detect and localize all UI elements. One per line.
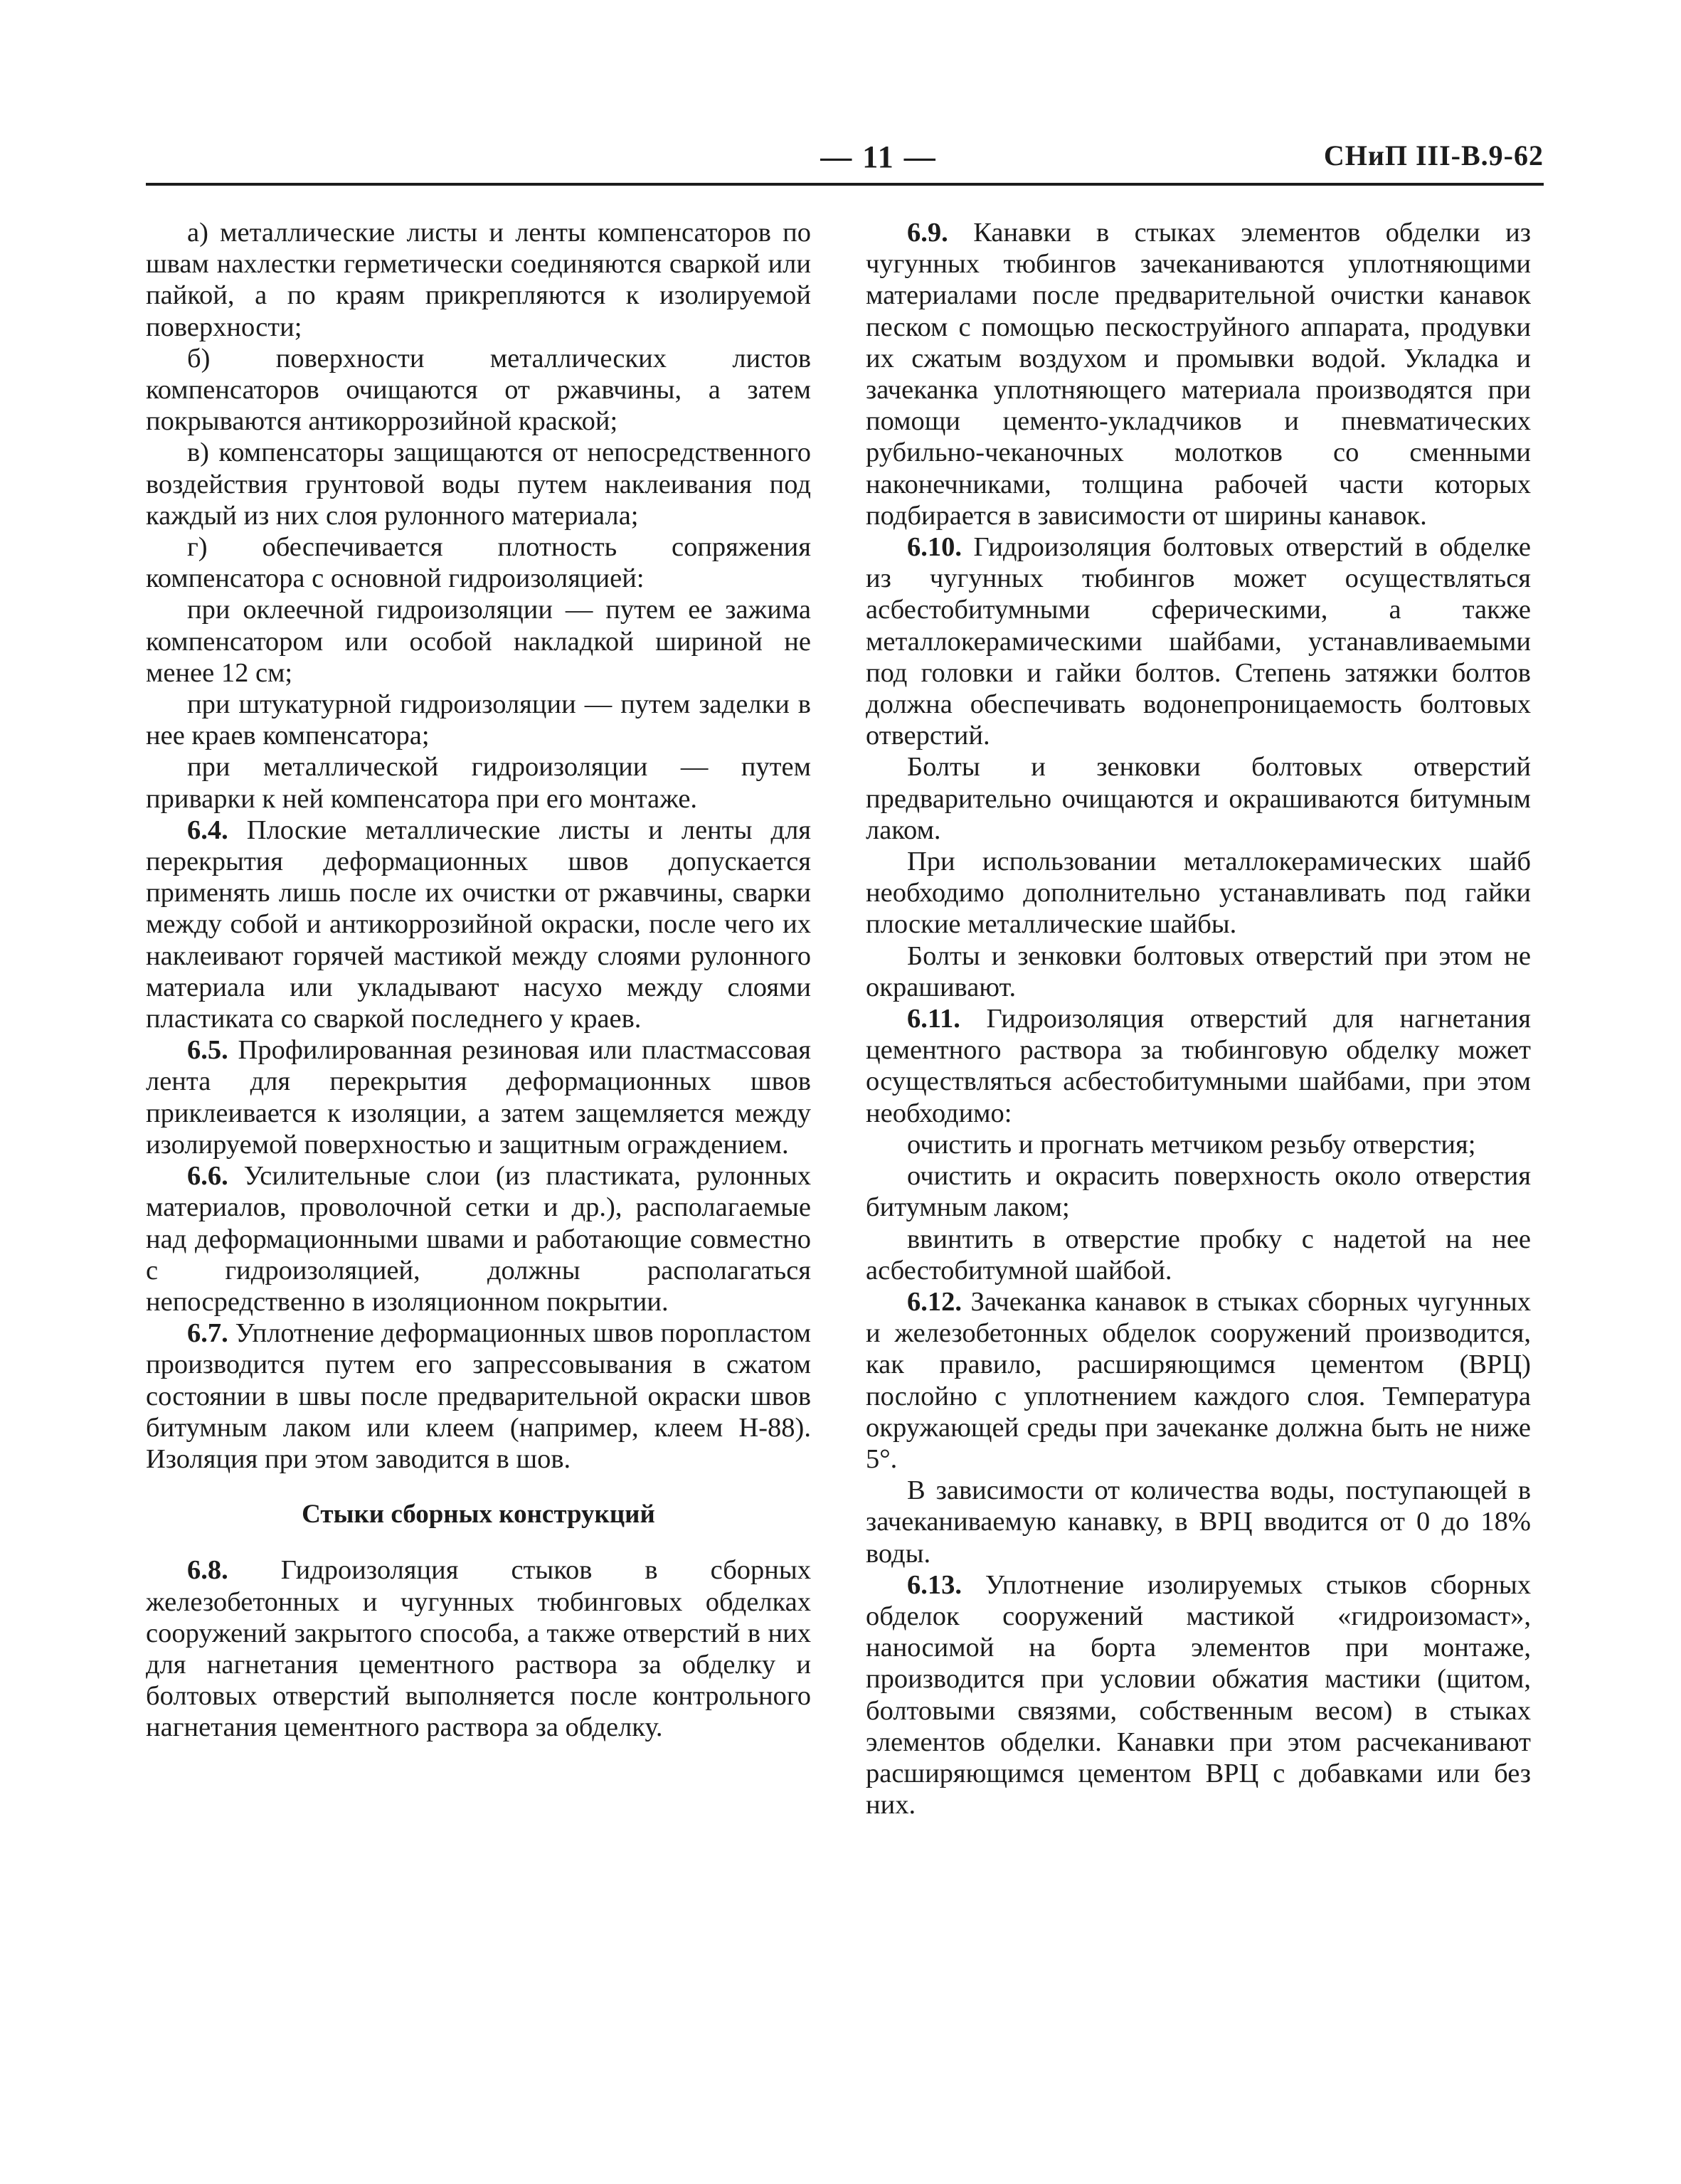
paragraph-text: Зачеканка канавок в стыках сборных чугунных и железобетонных обделок сооружений производится, как правило, расширяющимся цементом (ВРЦ) послойно с уплотнением каждого слоя. Температура окружающей среды при зачеканке должна быть не ниже 5°. — [866, 1286, 1531, 1474]
paragraph — [146, 1318, 811, 1475]
paragraph-text: Болты и зенковки болтовых отверстий предварительно очищаются и окрашиваются битумным лаком. — [866, 752, 1531, 845]
clause-number: 6.8. — [187, 1555, 228, 1586]
paragraph — [866, 751, 1531, 846]
paragraph — [146, 689, 811, 751]
paragraph — [866, 1003, 1531, 1129]
clause-number: 6.13. — [907, 1569, 962, 1600]
paragraph — [866, 1569, 1531, 1821]
clause-number: 6.11. — [907, 1004, 960, 1034]
page-number: — 11 — — [820, 139, 937, 174]
clause-number: 6.5. — [187, 1035, 228, 1066]
paragraph-text: Гидроизоляция болтовых отверстий в обделке из чугунных тюбингов может осуществляться асбестобитумными сферическими, а также металлокерамическими шайбами, устанавливаемыми под головки и гайки болтов. Степень затяжки болтов должна обеспечивать водонепроницаемость болтовых отверстий. — [866, 532, 1531, 751]
paragraph — [146, 815, 811, 1034]
paragraph-text: Болты и зенковки болтовых отверстий при этом не окрашивают. — [866, 940, 1531, 1002]
paragraph — [866, 940, 1531, 1003]
paragraph — [866, 1129, 1531, 1160]
paragraph — [146, 437, 811, 531]
paragraph — [146, 1160, 811, 1318]
section-heading: Стыки сборных конструкций — [302, 1500, 655, 1530]
paragraph-text: При использовании металлокерамических шайб необходимо дополнительно устанавливать под гайки плоские металлические шайбы. — [866, 847, 1531, 940]
clause-number: 6.10. — [907, 532, 962, 563]
paragraph-text: в) компенсаторы защищаются от непосредственного воздействия грунтовой воды путем наклеивания под каждый из них слоя рулонного материала; — [146, 438, 811, 531]
paragraph — [146, 531, 811, 594]
paragraph-text: Гидроизоляция отверстий для нагнетания цементного раствора за тюбинговую обделку может осуществляться асбестобитумными шайбами, при этом необходимо: — [866, 1004, 1531, 1128]
paragraph — [866, 1224, 1531, 1286]
clause-number: 6.4. — [187, 815, 228, 845]
paragraph — [146, 1554, 811, 1743]
paragraph-text: г) обеспечивается плотность сопряжения компенсатора с основной гидроизоляцией: — [146, 532, 811, 594]
paragraph-text: Канавки в стыках элементов обделки из чугунных тюбингов зачеканиваются уплотняющими материалами после предварительной очистки канавок песком с помощью пескоструйного аппарата, продувки их сжатым воздухом и промывки водой. Укладка и зачеканка уплотняющего материала производятся при помощи цементо-укладчиков и пневматических рубильно-чеканочных молотков со сменными наконечниками, толщина рабочей части которых подбирается в зависимости от ширины канавок. — [866, 218, 1531, 531]
paragraph-text: Усилительные слои (из пластиката, рулонных материалов, проволочной сетки и др.), располагаемые над деформационными швами и работающие совместно с гидроизоляцией, должны располагаться непосредственно в изоляционном покрытии. — [146, 1161, 812, 1317]
header-rule — [146, 183, 1544, 186]
paragraph-text: ввинтить в отверстие пробку с надетой на нее асбестобитумной шайбой. — [866, 1224, 1531, 1286]
paragraph — [866, 1286, 1531, 1475]
paragraph-text: очистить и окрасить поверхность около отверстия битумным лаком; — [866, 1161, 1531, 1223]
paragraph — [146, 1034, 811, 1160]
paragraph-text: Уплотнение изолируемых стыков сборных обделок сооружений мастикой «гидроизомаст», наносимой на борта элементов при монтаже, производится при условии обжатия мастики (щитом, болтовыми связями, собственным весом) в стыках элементов обделки. Канавки при этом расчеканивают расширяющимся цементом ВРЦ с добавками или без них. — [866, 1569, 1531, 1820]
paragraph — [866, 1160, 1531, 1223]
paragraph — [146, 751, 811, 814]
paragraph — [866, 531, 1531, 751]
document-page — [146, 139, 1544, 2116]
paragraph-text: при металлической гидроизоляции — путем приварки к ней компенсатора при его монтаже. — [146, 752, 811, 814]
clause-number: 6.7. — [187, 1318, 228, 1349]
page-header — [146, 139, 1544, 181]
paragraph-text: Гидроизоляция стыков в сборных железобетонных и чугунных тюбинговых обделках сооружений закрытого способа, а также отверстий в них для нагнетания цементного раствора за обделку и болтовых отверстий выполняется после контрольного нагнетания цементного раствора за обделку. — [146, 1555, 812, 1743]
paragraph-text: очистить и прогнать метчиком резьбу отверстия; — [907, 1129, 1476, 1160]
paragraph — [866, 217, 1531, 531]
paragraph-text: б) поверхности металлических листов компенсаторов очищаются от ржавчины, а затем покрываются антикоррозийной краской; — [146, 343, 811, 437]
clause-number: 6.12. — [907, 1286, 962, 1317]
paragraph — [146, 217, 811, 343]
paragraph-text: Профилированная резиновая или пластмассовая лента для перекрытия деформационных швов приклеивается к изоляции, а затем защемляется между изолируемой поверхностью и защитным ограждением. — [146, 1035, 811, 1160]
paragraph-text: при штукатурной гидроизоляции — путем заделки в нее краев компенсатора; — [146, 689, 811, 751]
paragraph — [146, 594, 811, 689]
paragraph-text: В зависимости от количества воды, поступающей в зачеканиваемую канавку, в ВРЦ вводится от 0 до 18% воды. — [866, 1475, 1531, 1569]
paragraph — [866, 1475, 1531, 1569]
clause-number: 6.9. — [907, 218, 948, 248]
paragraph-text: при оклеечной гидроизоляции — путем ее зажима компенсатором или особой накладкой шириной не менее 12 см; — [146, 595, 811, 688]
right-column — [866, 217, 1531, 1820]
paragraph-text: Плоские металлические листы и ленты для перекрытия деформационных швов допускается применять лишь после их очистки от ржавчины, сварки между собой и антикоррозийной окраски, после чего их наклеивают горячей мастикой между слоями рулонного материала или укладывают насухо между слоями пластиката со сваркой последнего у краев. — [146, 815, 811, 1034]
paragraph-text: а) металлические листы и ленты компенсаторов по швам нахлестки герметически соединяются сваркой или пайкой, а по краям прикрепляются к изолируемой поверхности; — [146, 218, 811, 342]
paragraph — [866, 846, 1531, 940]
document-code: СНиП III-В.9-62 — [1323, 139, 1544, 171]
clause-number: 6.6. — [187, 1161, 228, 1192]
paragraph-text: Уплотнение деформационных швов поропластом производится путем его запрессовывания в сжатом состоянии в швы после предварительной окраски швов битумным лаком или клеем (например, клеем Н-88). Изоляция при этом заводится в шов. — [146, 1318, 811, 1474]
left-column — [146, 217, 811, 1744]
paragraph — [146, 343, 811, 438]
